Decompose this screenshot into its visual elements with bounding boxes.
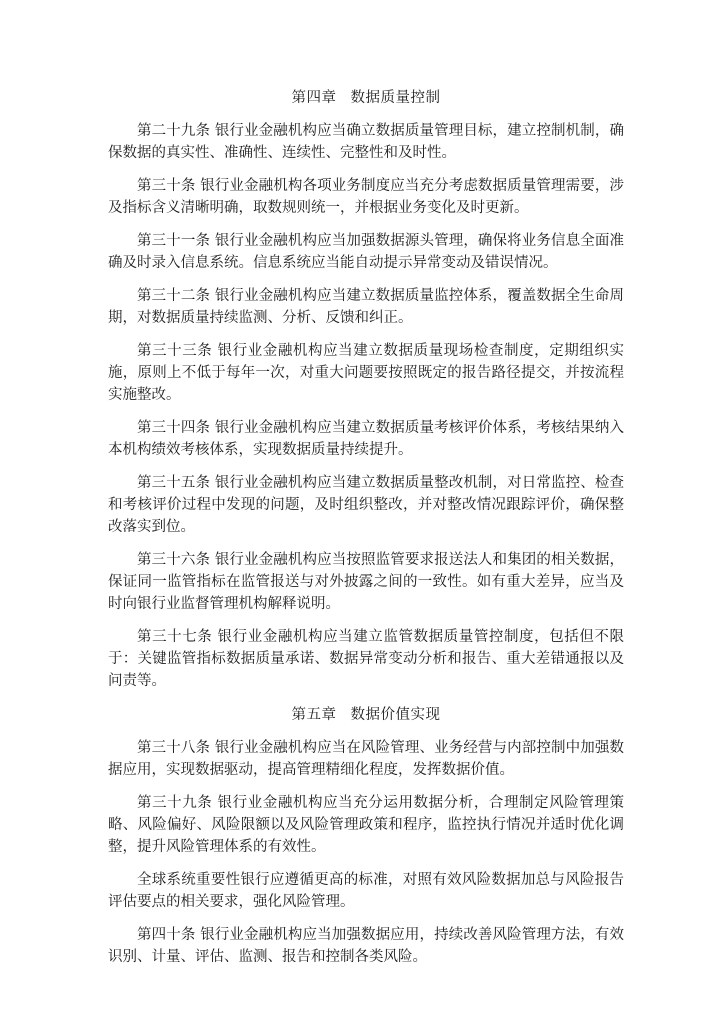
- article-paragraph: 第三十四条 银行业金融机构应当建立数据质量考核评价体系，考核结果纳入本机构绩效考核体系，实现数据质量持续提升。: [108, 420, 624, 458]
- article-paragraph: 第二十九条 银行业金融机构应当确立数据质量管理目标，建立控制机制，确保数据的真实性、准确性、连续性、完整性和及时性。: [108, 123, 624, 161]
- article-paragraph: 第三十三条 银行业金融机构应当建立数据质量现场检查制度，定期组织实施，原则上不低于每年一次，对重大问题要按照既定的报告路径提交，并按流程实施整改。: [108, 343, 624, 403]
- article-paragraph: 第三十五条 银行业金融机构应当建立数据质量整改机制，对日常监控、检查和考核评价过程中发现的问题，及时组织整改，并对整改情况跟踪评价，确保整改落实到位。: [108, 475, 624, 535]
- chapter-number: 第五章: [291, 707, 337, 723]
- article-paragraph: 第三十条 银行业金融机构各项业务制度应当充分考虑数据质量管理需要，涉及指标含义清晰明确，取数规则统一，并根据业务变化及时更新。: [108, 178, 624, 216]
- chapter-title: 数据价值实现: [350, 707, 441, 723]
- article-paragraph: 第三十八条 银行业金融机构应当在风险管理、业务经营与内部控制中加强数据应用，实现数据驱动，提高管理精细化程度，发挥数据价值。: [108, 740, 624, 778]
- chapter-title: 数据质量控制: [350, 90, 441, 106]
- article-paragraph: 第三十六条 银行业金融机构应当按照监管要求报送法人和集团的相关数据，保证同一监管指标在监管报送与对外披露之间的一致性。如有重大差异，应当及时向银行业监督管理机构解释说明。: [108, 552, 624, 612]
- article-paragraph: 第三十二条 银行业金融机构应当建立数据质量监控体系，覆盖数据全生命周期，对数据质量持续监测、分析、反馈和纠正。: [108, 288, 624, 326]
- article-paragraph: 第四十条 银行业金融机构应当加强数据应用，持续改善风险管理方法，有效识别、计量、评估、监测、报告和控制各类风险。: [108, 927, 624, 965]
- article-paragraph: 第三十九条 银行业金融机构应当充分运用数据分析，合理制定风险管理策略、风险偏好、风险限额以及风险管理政策和程序，监控执行情况并适时优化调整，提升风险管理体系的有效性。: [108, 795, 624, 855]
- chapter-number: 第四章: [291, 90, 337, 106]
- article-paragraph: 第三十七条 银行业金融机构应当建立监管数据质量管控制度，包括但不限于：关键监管指标数据质量承诺、数据异常变动分析和报告、重大差错通报以及问责等。: [108, 629, 624, 689]
- chapter-heading: [108, 703, 624, 727]
- article-paragraph: 全球系统重要性银行应遵循更高的标准，对照有效风险数据加总与风险报告评估要点的相关要求，强化风险管理。: [108, 872, 624, 910]
- article-paragraph: 第三十一条 银行业金融机构应当加强数据源头管理，确保将业务信息全面准确及时录入信息系统。信息系统应当能自动提示异常变动及错误情况。: [108, 233, 624, 271]
- document-page: [108, 86, 624, 979]
- chapter-heading: [108, 86, 624, 110]
